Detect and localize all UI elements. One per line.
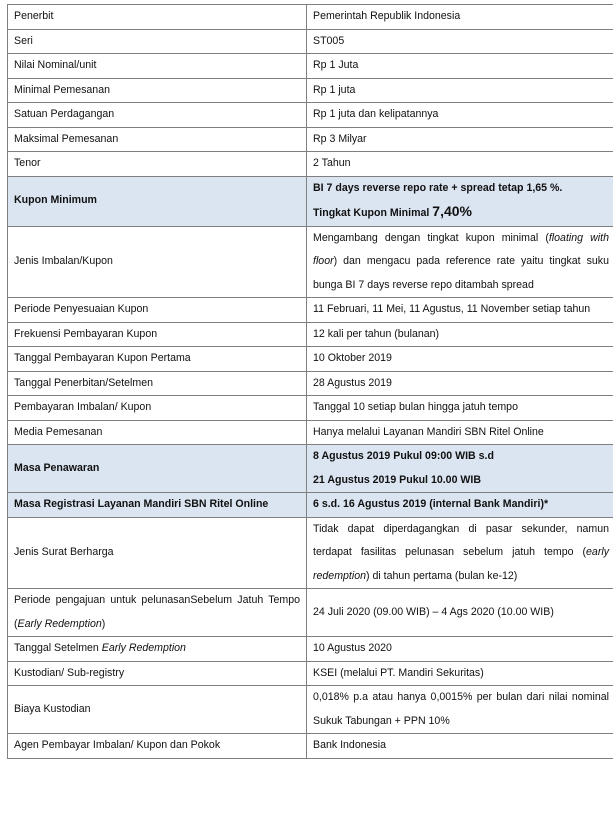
coupon-min-label: Tingkat Kupon Minimal <box>313 207 433 219</box>
italic-term: Early Redemption <box>17 617 102 630</box>
row-value: 28 Agustus 2019 <box>307 371 613 396</box>
row-value: 12 kali per tahun (bulanan) <box>307 322 613 347</box>
table-row <box>8 54 613 79</box>
table-row <box>8 226 613 298</box>
row-label: Masa Registrasi Layanan Mandiri SBN Ritel Online <box>8 493 307 518</box>
row-label: Maksimal Pemesanan <box>8 127 307 152</box>
row-label: Frekuensi Pembayaran Kupon <box>8 322 307 347</box>
text-segment: Tidak dapat diperdagangkan di pasar sekunder, namun terdapat fasilitas pelunasan sebelum jatuh tempo ( <box>313 522 609 558</box>
row-label: Media Pemesanan <box>8 420 307 445</box>
coupon-min-rate: 7,40% <box>432 203 472 219</box>
italic-term: early redemption <box>313 546 609 582</box>
row-label: Nilai Nominal/unit <box>8 54 307 79</box>
row-label <box>8 637 307 662</box>
row-value: Pemerintah Republik Indonesia <box>307 5 613 30</box>
table-row-highlight <box>8 493 613 518</box>
row-label: Periode Penyesuaian Kupon <box>8 298 307 323</box>
row-label: Tanggal Penerbitan/Setelmen <box>8 371 307 396</box>
coupon-formula: BI 7 days reverse repo rate + spread tetap 1,65 %. <box>313 181 563 194</box>
row-value: Hanya melalui Layanan Mandiri SBN Ritel Online <box>307 420 613 445</box>
text-segment: Periode pengajuan untuk pelunasanSebelum Jatuh Tempo ( <box>14 594 300 630</box>
offer-end: 21 Agustus 2019 Pukul 10.00 WIB <box>313 473 481 486</box>
text-segment: ) di tahun pertama (bulan ke-12) <box>366 569 518 582</box>
row-value: 10 Oktober 2019 <box>307 347 613 372</box>
text-segment: Tanggal Setelmen <box>14 642 102 654</box>
text-segment: ) dan mengacu pada reference rate yaitu tingkat suku bunga BI 7 days reverse repo ditambah spread <box>313 255 609 291</box>
row-value: 0,018% p.a atau hanya 0,0015% per bulan dari nilai nominal Sukuk Tabungan + PPN 10% <box>307 686 613 734</box>
row-label: Agen Pembayar Imbalan/ Kupon dan Pokok <box>8 734 307 759</box>
table-row <box>8 589 613 637</box>
row-label: Biaya Kustodian <box>8 686 307 734</box>
table-row <box>8 298 613 323</box>
row-value: 24 Juli 2020 (09.00 WIB) – 4 Ags 2020 (10.00 WIB) <box>307 589 613 637</box>
row-label: Jenis Imbalan/Kupon <box>8 226 307 298</box>
table-row <box>8 661 613 686</box>
row-label: Tanggal Pembayaran Kupon Pertama <box>8 347 307 372</box>
row-value: KSEI (melalui PT. Mandiri Sekuritas) <box>307 661 613 686</box>
table-row <box>8 371 613 396</box>
row-value: Rp 1 juta dan kelipatannya <box>307 103 613 128</box>
row-label: Jenis Surat Berharga <box>8 517 307 589</box>
row-value: ST005 <box>307 29 613 54</box>
row-value <box>307 445 613 493</box>
row-label: Penerbit <box>8 5 307 30</box>
row-value: 10 Agustus 2020 <box>307 637 613 662</box>
table-row <box>8 152 613 177</box>
bond-info-table <box>7 4 613 759</box>
table-row-highlight <box>8 176 613 226</box>
row-value: 11 Februari, 11 Mei, 11 Agustus, 11 November setiap tahun <box>307 298 613 323</box>
row-value: Rp 1 juta <box>307 78 613 103</box>
row-label: Masa Penawaran <box>8 445 307 493</box>
row-label: Satuan Perdagangan <box>8 103 307 128</box>
table-row <box>8 103 613 128</box>
table-row <box>8 78 613 103</box>
table-row <box>8 517 613 589</box>
table-row <box>8 5 613 30</box>
row-value: 6 s.d. 16 Agustus 2019 (internal Bank Mandiri)* <box>307 493 613 518</box>
row-label: Minimal Pemesanan <box>8 78 307 103</box>
row-label: Tenor <box>8 152 307 177</box>
table-row <box>8 127 613 152</box>
row-label: Pembayaran Imbalan/ Kupon <box>8 396 307 421</box>
table-row <box>8 420 613 445</box>
row-label: Kupon Minimum <box>8 176 307 226</box>
table-row <box>8 347 613 372</box>
row-value: Rp 3 Milyar <box>307 127 613 152</box>
row-value <box>307 517 613 589</box>
row-value <box>307 176 613 226</box>
row-value: Rp 1 Juta <box>307 54 613 79</box>
offer-start: 8 Agustus 2019 Pukul 09:00 WIB s.d <box>313 450 494 462</box>
table-row <box>8 322 613 347</box>
text-segment: ) <box>101 617 106 630</box>
row-label: Seri <box>8 29 307 54</box>
table-row <box>8 637 613 662</box>
table-row <box>8 29 613 54</box>
table-row <box>8 686 613 734</box>
row-label: Kustodian/ Sub-registry <box>8 661 307 686</box>
text-segment: Mengambang dengan tingkat kupon minimal ( <box>313 231 549 244</box>
table-row <box>8 396 613 421</box>
row-label <box>8 589 307 637</box>
row-value <box>307 226 613 298</box>
table-row-highlight <box>8 445 613 493</box>
italic-term: Early Redemption <box>101 642 186 654</box>
row-value: Bank Indonesia <box>307 734 613 759</box>
table-row <box>8 734 613 759</box>
row-value: 2 Tahun <box>307 152 613 177</box>
row-value: Tanggal 10 setiap bulan hingga jatuh tempo <box>307 396 613 421</box>
italic-term: floating with floor <box>313 231 609 267</box>
